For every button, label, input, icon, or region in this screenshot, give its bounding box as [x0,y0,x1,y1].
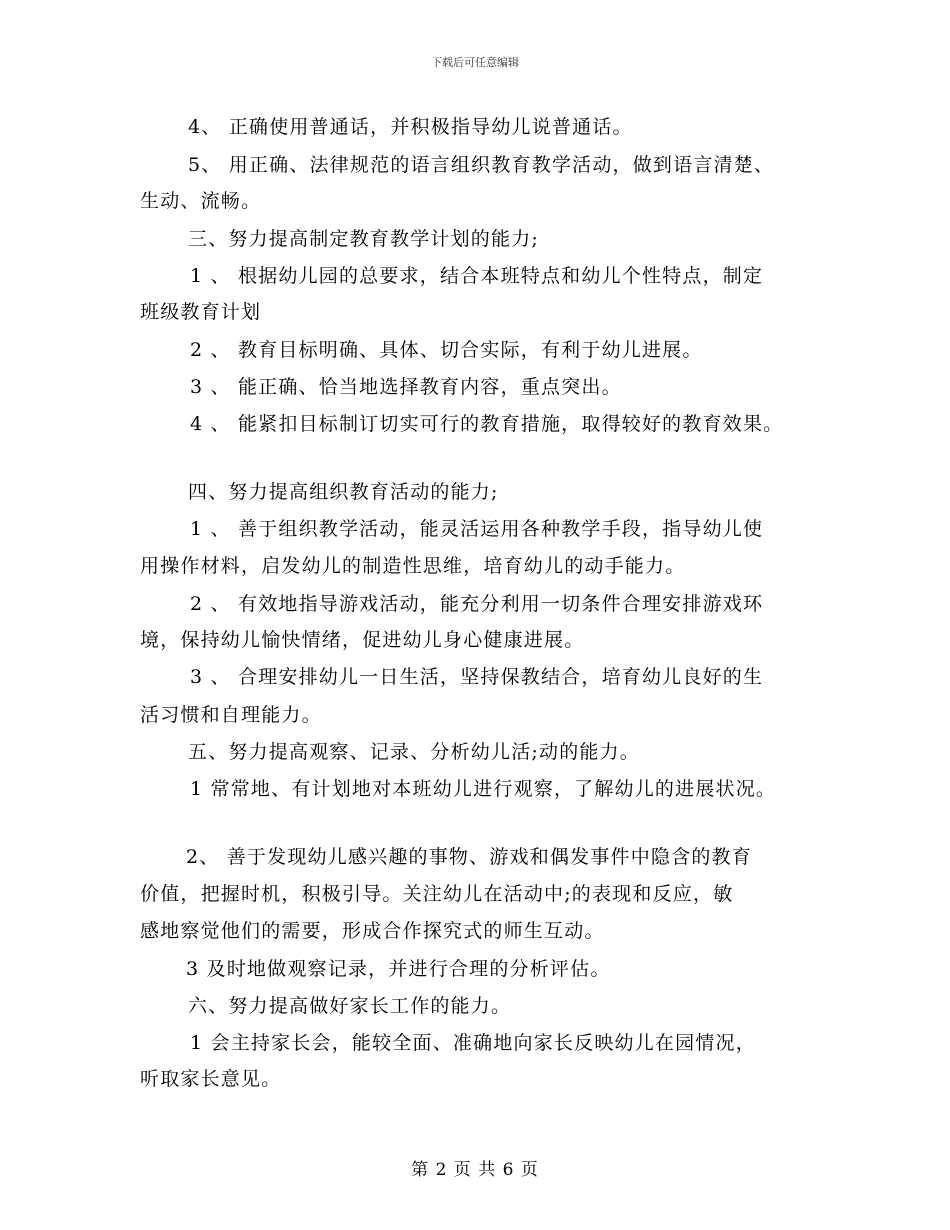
text-line: 生动、流畅。 [140,190,262,212]
section-heading: 六、努力提高做好家长工作的能力。 [188,995,512,1017]
text-line: 3 及时地做观察记录，并进行合理的分析评估。 [186,958,611,980]
text-line: 5、 用正确、法律规范的语言组织教育教学活动，做到语言清楚、 [188,154,775,176]
section-heading: 五、努力提高观察、记录、分析幼儿活;动的能力。 [188,741,641,763]
text-line: 4、 正确使用普通话，并积极指导幼儿说普通话。 [188,116,633,138]
section-heading: 四、努力提高组织教育活动的能力; [188,481,499,503]
text-line: 2 、 有效地指导游戏活动，能充分利用一切条件合理安排游戏环 [190,593,764,615]
text-line: 1 、 根据幼儿园的总要求，结合本班特点和幼儿个性特点，制定 [190,265,764,287]
text-line: 2 、 教育目标明确、具体、切合实际，有利于幼儿进展。 [190,339,703,361]
page-number-footer: 第 2 页 共 6 页 [411,1160,539,1180]
text-line: 1 会主持家长会，能较全面、准确地向家长反映幼儿在园情况， [190,1032,756,1054]
text-line: 班级教育计划 [140,301,262,323]
text-line: 境，保持幼儿愉快情绪，促进幼儿身心健康进展。 [140,629,585,651]
text-line: 价值，把握时机，积极引导。关注幼儿在活动中;的表现和反应，敏 [140,883,734,905]
text-line: 听取家长意见。 [140,1068,282,1090]
text-line: 活习惯和自理能力。 [140,704,322,726]
text-line: 4 、 能紧扣目标制订切实可行的教育措施，取得较好的教育效果。 [190,413,784,435]
text-line: 3 、 能正确、恰当地选择教育内容，重点突出。 [190,376,622,398]
text-line: 2、 善于发现幼儿感兴趣的事物、游戏和偶发事件中隐含的教育 [186,846,752,868]
text-line: 1 常常地、有计划地对本班幼儿进行观察，了解幼儿的进展状况。 [190,778,777,800]
section-heading: 三、努力提高制定教育教学计划的能力; [188,228,540,250]
text-line: 3 、 合理安排幼儿一日生活，坚持保教结合，培育幼儿良好的生 [190,666,764,688]
page-header: 下载后可任意编辑 [431,56,519,69]
text-line: 感地察觉他们的需要，形成合作探究式的师生互动。 [140,920,605,942]
text-line: 用操作材料，启发幼儿的制造性思维，培育幼儿的动手能力。 [140,555,686,577]
text-line: 1 、 善于组织教学活动，能灵活运用各种教学手段，指导幼儿使 [190,518,764,540]
